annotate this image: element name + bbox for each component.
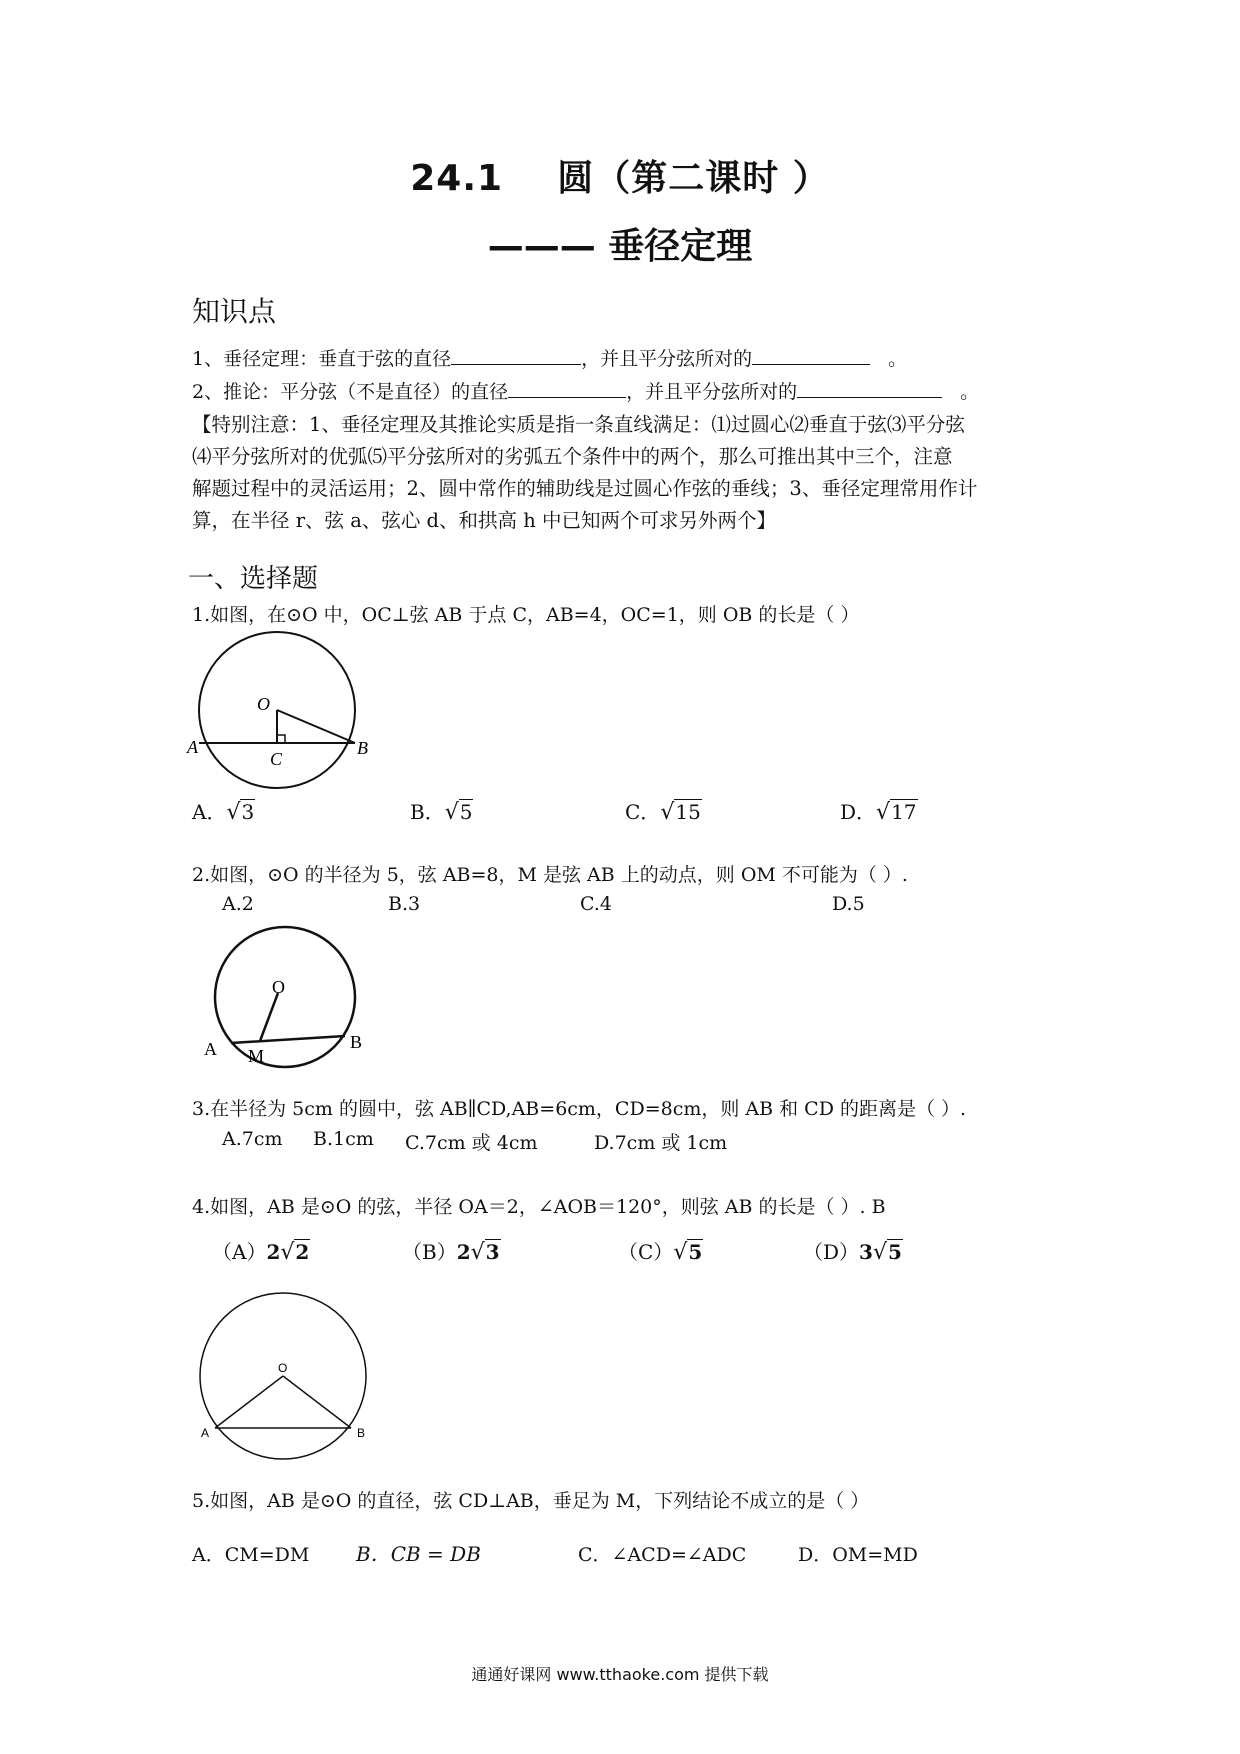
- q1-option-c[interactable]: C．√15: [625, 800, 701, 825]
- page-footer: 通通好课网 www.tthaoke.com 提供下载: [471, 1665, 769, 1684]
- q3-text: 3.在半径为 5cm 的圆中，弦 AB∥CD,AB=6cm，CD=8cm，则 AB 和 CD 的距离是（ ）.: [192, 1098, 967, 1120]
- q4-label-b: B: [357, 1426, 366, 1440]
- q1-label-a: A: [187, 737, 198, 757]
- q1-label-o: O: [257, 694, 270, 714]
- q4-figure: [195, 1288, 385, 1468]
- blank-1b[interactable]: [752, 344, 870, 365]
- q5-option-c[interactable]: C．∠ACD=∠ADC: [578, 1544, 747, 1566]
- page-subtitle: ——— 垂径定理: [487, 226, 753, 267]
- sqrt-symbol: √15: [660, 800, 701, 825]
- q2-label-o: O: [272, 977, 285, 997]
- note-line-1: 【特别注意：1、垂径定理及其推论实质是指一条直线满足：⑴过圆心⑵垂直于弦⑶平分弦: [192, 413, 965, 436]
- sqrt-symbol: √2: [280, 1240, 310, 1265]
- q1-figure: [185, 625, 368, 795]
- q1-option-d[interactable]: D．√17: [840, 800, 917, 825]
- q4-option-d[interactable]: （D）3√5: [803, 1240, 902, 1265]
- q3-option-c[interactable]: C.7cm 或 4cm: [405, 1132, 538, 1154]
- q1-option-a[interactable]: A．√3: [192, 800, 255, 825]
- blank-2a[interactable]: [508, 377, 626, 398]
- q4-text: 4.如图，AB 是⊙O 的弦，半径 OA＝2，∠AOB＝120°，则弦 AB 的长是（ ）. B: [192, 1196, 886, 1218]
- q2-option-d[interactable]: D.5: [832, 893, 865, 915]
- q2-figure: [200, 925, 380, 1075]
- note-line-2: ⑷平分弦所对的优弧⑸平分弦所对的劣弧五个条件中的两个，那么可推出其中三个，注意: [192, 445, 953, 468]
- knowledge-item-1: [192, 344, 907, 374]
- q2-option-b[interactable]: B.3: [388, 893, 421, 915]
- sqrt-symbol: √5: [673, 1240, 703, 1265]
- q2-option-c[interactable]: C.4: [580, 893, 612, 915]
- knowledge-heading: 知识点: [192, 295, 277, 328]
- q4-label-o: O: [278, 1361, 288, 1375]
- q4-label-a: A: [201, 1426, 210, 1440]
- blank-2b[interactable]: [797, 377, 942, 398]
- section-heading: 一、选择题: [188, 564, 319, 594]
- q3-option-a[interactable]: A.7cm: [222, 1128, 283, 1150]
- q3-option-d[interactable]: D.7cm 或 1cm: [594, 1132, 728, 1154]
- note-line-3: 解题过程中的灵活运用；2、圆中常作的辅助线是过圆心作弦的垂线；3、垂径定理常用作计: [192, 477, 978, 500]
- item2-prefix: 2、推论：平分弦（不是直径）的直径: [192, 381, 509, 403]
- q1-option-b[interactable]: B．√5: [410, 800, 473, 825]
- q5-text: 5.如图，AB 是⊙O 的直径，弦 CD⊥AB，垂足为 M，下列结论不成立的是（ ）: [192, 1490, 870, 1512]
- q3-option-b[interactable]: B.1cm: [313, 1128, 374, 1150]
- knowledge-item-2: [192, 377, 979, 407]
- q2-text: 2.如图，⊙O 的半径为 5，弦 AB=8，M 是弦 AB 上的动点，则 OM 不可能为（ ）.: [192, 864, 908, 886]
- q2-label-b: B: [350, 1032, 363, 1052]
- q5-option-a[interactable]: A．CM=DM: [192, 1544, 310, 1566]
- q5-option-d[interactable]: D．OM=MD: [798, 1544, 918, 1566]
- sqrt-symbol: √3: [226, 800, 255, 825]
- sqrt-symbol: √3: [470, 1240, 500, 1265]
- item1-suffix: 。: [888, 348, 908, 370]
- sqrt-symbol: √5: [872, 1240, 902, 1265]
- item2-middle: ，并且平分弦所对的: [626, 381, 798, 403]
- page-title: 24.1 圆（第二课时 ）: [410, 158, 830, 199]
- q4-option-a[interactable]: （A）2√2: [212, 1240, 310, 1265]
- q4-option-b[interactable]: （B）2√3: [402, 1240, 500, 1265]
- sqrt-symbol: √5: [444, 800, 473, 825]
- q5-option-b[interactable]: B．CB = DB: [356, 1542, 481, 1566]
- q1-text: 1.如图，在⊙O 中，OC⊥弦 AB 于点 C，AB=4，OC=1，则 OB 的长是（ ）: [192, 604, 860, 626]
- q2-option-a[interactable]: A.2: [222, 893, 254, 915]
- item1-prefix: 1、垂径定理：垂直于弦的直径: [192, 348, 452, 370]
- q1-label-b: B: [357, 738, 368, 758]
- note-line-4: 算，在半径 r、弦 a、弦心 d、和拱高 h 中已知两个可求另外两个】: [192, 509, 776, 532]
- q2-label-m: M: [248, 1046, 265, 1066]
- item1-middle: ，并且平分弦所对的: [581, 348, 753, 370]
- blank-1a[interactable]: [451, 344, 581, 365]
- sqrt-symbol: √17: [876, 800, 917, 825]
- q1-label-c: C: [270, 749, 283, 769]
- q4-option-c[interactable]: （C）√5: [618, 1240, 703, 1265]
- q2-label-a: A: [204, 1039, 217, 1059]
- item2-suffix: 。: [960, 381, 980, 403]
